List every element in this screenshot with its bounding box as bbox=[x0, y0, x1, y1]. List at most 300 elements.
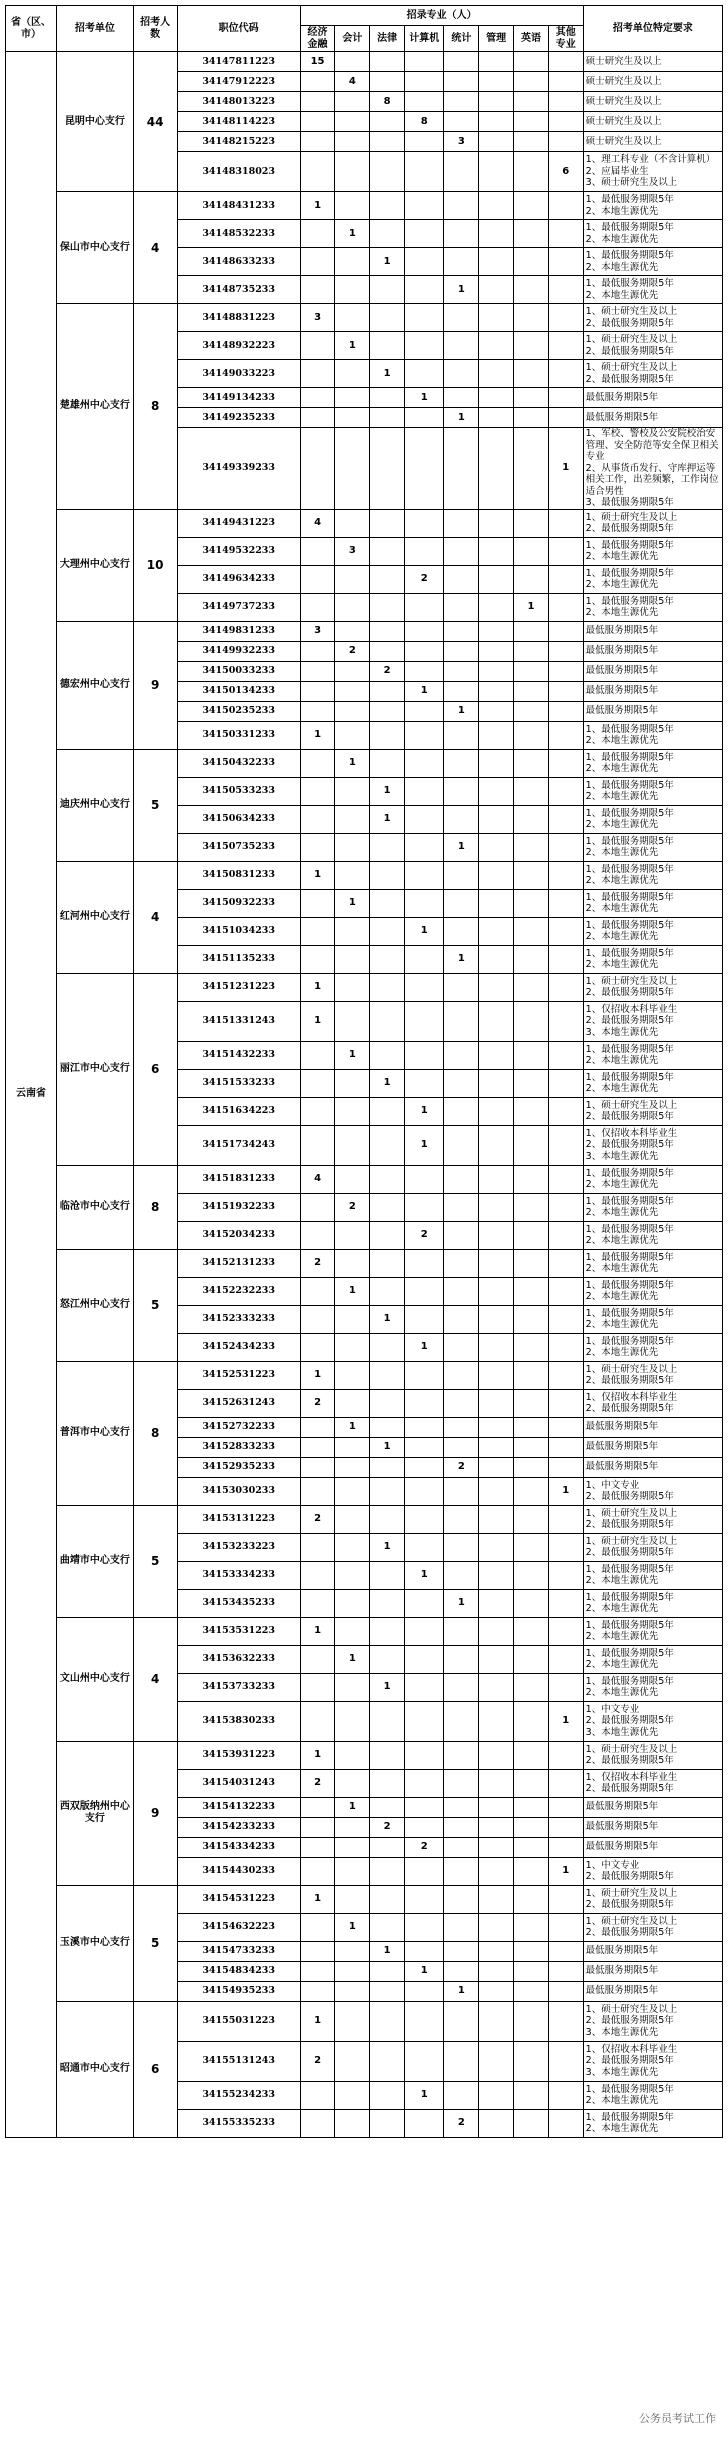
major-count bbox=[479, 1769, 514, 1797]
requirement-line: 1、硕士研究生及以上 bbox=[585, 975, 678, 987]
major-count bbox=[479, 1981, 514, 2001]
requirement-line: 2、本地生源优先 bbox=[585, 847, 659, 858]
requirement-line: 2、本地生源优先 bbox=[585, 1603, 659, 1614]
requirement-cell bbox=[583, 72, 722, 92]
major-count bbox=[514, 945, 549, 973]
major-count bbox=[300, 749, 335, 777]
major-count bbox=[548, 1001, 583, 1041]
major-count bbox=[370, 112, 405, 132]
major-count bbox=[335, 973, 370, 1001]
major-count bbox=[335, 1817, 370, 1837]
major-count bbox=[514, 248, 549, 276]
major-count bbox=[335, 1701, 370, 1741]
table-row bbox=[6, 1249, 723, 1277]
major-count bbox=[300, 1857, 335, 1885]
unit-cell: 西双版纳州中心支行 bbox=[57, 1741, 134, 1885]
major-count bbox=[479, 1589, 514, 1617]
major-count bbox=[479, 388, 514, 408]
major-count: 2 bbox=[300, 1769, 335, 1797]
position-code: 34149634233 bbox=[177, 565, 300, 593]
unit-cell: 昭通市中心支行 bbox=[57, 2001, 134, 2137]
major-count bbox=[405, 360, 444, 388]
major-count: 2 bbox=[405, 1221, 444, 1249]
major-count bbox=[300, 1097, 335, 1125]
position-code: 34154031243 bbox=[177, 1769, 300, 1797]
major-count bbox=[514, 973, 549, 1001]
position-code: 34152034233 bbox=[177, 1221, 300, 1249]
major-count bbox=[548, 749, 583, 777]
requirement-line: 2、本地生源优先 bbox=[585, 1319, 659, 1330]
major-count bbox=[548, 220, 583, 248]
requirement-cell bbox=[583, 1333, 722, 1361]
requirement-line: 1、最低服务期限5年 bbox=[585, 1195, 674, 1207]
requirement-line: 2、最低服务期限5年 bbox=[585, 373, 674, 385]
major-count bbox=[370, 1589, 405, 1617]
major-count bbox=[300, 1673, 335, 1701]
major-count bbox=[548, 1333, 583, 1361]
position-code: 34149339233 bbox=[177, 428, 300, 510]
position-code: 34150932233 bbox=[177, 889, 300, 917]
major-count bbox=[370, 1701, 405, 1741]
requirement-cell bbox=[583, 1249, 722, 1277]
major-count bbox=[444, 721, 479, 749]
position-code: 34148431233 bbox=[177, 192, 300, 220]
unit-cell: 楚雄州中心支行 bbox=[57, 304, 134, 510]
unit-cell: 迪庆州中心支行 bbox=[57, 749, 134, 861]
requirement-line: 2、最低服务期限5年 bbox=[585, 1111, 674, 1122]
requirement-line: 1、最低服务期限5年 bbox=[585, 723, 674, 735]
major-count bbox=[335, 248, 370, 276]
major-count bbox=[370, 1333, 405, 1361]
major-count bbox=[335, 565, 370, 593]
major-count: 6 bbox=[548, 152, 583, 192]
major-count bbox=[370, 428, 405, 510]
requirement-line: 1、中文专业 bbox=[585, 1703, 640, 1715]
requirement-cell bbox=[583, 973, 722, 1001]
requirement-cell bbox=[583, 1885, 722, 1913]
major-count bbox=[514, 681, 549, 701]
major-count bbox=[370, 152, 405, 192]
position-code: 34153435233 bbox=[177, 1589, 300, 1617]
major-count: 1 bbox=[514, 593, 549, 621]
major-count bbox=[335, 1097, 370, 1125]
major-count bbox=[405, 889, 444, 917]
requirement-cell bbox=[583, 220, 722, 248]
major-count bbox=[405, 1533, 444, 1561]
major-count bbox=[370, 917, 405, 945]
major-count bbox=[514, 72, 549, 92]
major-count: 1 bbox=[335, 749, 370, 777]
major-count bbox=[479, 332, 514, 360]
major-count bbox=[300, 248, 335, 276]
position-code: 34152935233 bbox=[177, 1457, 300, 1477]
major-count: 1 bbox=[444, 945, 479, 973]
position-code: 34153233223 bbox=[177, 1533, 300, 1561]
requirement-line: 1、仅招收本科毕业生 bbox=[585, 1771, 678, 1783]
major-count bbox=[548, 509, 583, 537]
major-count bbox=[514, 1477, 549, 1505]
major-count bbox=[300, 360, 335, 388]
requirement-line: 2、最低服务期限5年 bbox=[585, 1403, 674, 1414]
major-count bbox=[405, 248, 444, 276]
major-count bbox=[548, 408, 583, 428]
position-code: 34153131223 bbox=[177, 1505, 300, 1533]
major-count bbox=[444, 1193, 479, 1221]
unit-cell: 保山市中心支行 bbox=[57, 192, 134, 304]
major-count bbox=[479, 408, 514, 428]
major-count bbox=[479, 1193, 514, 1221]
major-count bbox=[370, 304, 405, 332]
header-unit: 招考单位 bbox=[57, 6, 134, 52]
major-count: 4 bbox=[300, 1165, 335, 1193]
major-count: 8 bbox=[405, 112, 444, 132]
requirement-line: 2、本地生源优先 bbox=[585, 875, 659, 886]
requirement-line: 1、仅招收本科毕业生 bbox=[585, 2043, 678, 2055]
requirement-line: 1、最低服务期限5年 bbox=[585, 1675, 674, 1687]
major-count bbox=[548, 537, 583, 565]
requirement-line: 最低服务期限5年 bbox=[585, 1965, 659, 1977]
requirement-line: 1、理工科专业（不含计算机） bbox=[585, 154, 716, 166]
requirement-cell bbox=[583, 1981, 722, 2001]
major-count bbox=[479, 192, 514, 220]
major-count bbox=[370, 1837, 405, 1857]
major-count bbox=[405, 220, 444, 248]
major-count bbox=[405, 1817, 444, 1837]
major-count bbox=[548, 1817, 583, 1837]
major-count bbox=[514, 1193, 549, 1221]
major-count bbox=[548, 1505, 583, 1533]
major-count bbox=[514, 1561, 549, 1589]
position-code: 34150831233 bbox=[177, 861, 300, 889]
major-count bbox=[548, 1221, 583, 1249]
major-count bbox=[479, 1069, 514, 1097]
major-count bbox=[548, 681, 583, 701]
position-code: 34153531223 bbox=[177, 1617, 300, 1645]
major-count bbox=[370, 1961, 405, 1981]
requirement-cell bbox=[583, 332, 722, 360]
major-count bbox=[335, 2109, 370, 2137]
major-count bbox=[444, 220, 479, 248]
major-count bbox=[405, 1857, 444, 1885]
major-count: 1 bbox=[300, 1361, 335, 1389]
major-count bbox=[479, 1305, 514, 1333]
requirement-line: 2、最低服务期限5年 bbox=[585, 345, 674, 357]
major-count: 1 bbox=[300, 2001, 335, 2041]
requirement-line: 1、最低服务期限5年 bbox=[585, 1043, 674, 1055]
major-count bbox=[548, 889, 583, 917]
requirement-cell bbox=[583, 861, 722, 889]
requirement-cell bbox=[583, 777, 722, 805]
major-count bbox=[444, 1741, 479, 1769]
major-count bbox=[300, 2081, 335, 2109]
major-count bbox=[300, 833, 335, 861]
major-count bbox=[514, 1221, 549, 1249]
requirement-line: 2、本地生源优先 bbox=[585, 1055, 659, 1066]
major-count bbox=[548, 332, 583, 360]
major-count bbox=[514, 1249, 549, 1277]
requirement-cell bbox=[583, 1437, 722, 1457]
requirement-cell bbox=[583, 1505, 722, 1533]
position-code: 34154233233 bbox=[177, 1817, 300, 1837]
position-code: 34147811223 bbox=[177, 52, 300, 72]
major-count bbox=[444, 1941, 479, 1961]
major-count bbox=[444, 749, 479, 777]
requirement-cell bbox=[583, 2109, 722, 2137]
major-count bbox=[548, 1417, 583, 1437]
major-count bbox=[405, 1457, 444, 1477]
major-count bbox=[335, 1561, 370, 1589]
major-count: 1 bbox=[444, 408, 479, 428]
major-count bbox=[405, 408, 444, 428]
major-count: 1 bbox=[370, 1533, 405, 1561]
major-count bbox=[444, 192, 479, 220]
requirement-line: 1、硕士研究生及以上 bbox=[585, 1507, 678, 1519]
major-count bbox=[405, 1505, 444, 1533]
total-cell: 4 bbox=[133, 192, 177, 304]
requirement-cell bbox=[583, 701, 722, 721]
major-count bbox=[548, 1305, 583, 1333]
major-count: 1 bbox=[300, 192, 335, 220]
table-row bbox=[6, 621, 723, 641]
requirement-line: 硕士研究生及以上 bbox=[585, 135, 662, 147]
requirement-line: 1、仅招收本科毕业生 bbox=[585, 1391, 678, 1403]
major-count bbox=[479, 132, 514, 152]
requirement-line: 1、最低服务期限5年 bbox=[585, 1251, 674, 1263]
major-count bbox=[444, 1277, 479, 1305]
major-count bbox=[405, 1277, 444, 1305]
major-count bbox=[479, 248, 514, 276]
requirement-line: 1、硕士研究生及以上 bbox=[585, 2003, 678, 2015]
major-count bbox=[444, 565, 479, 593]
major-count bbox=[514, 1361, 549, 1389]
major-count bbox=[335, 1361, 370, 1389]
requirement-line: 1、最低服务期限5年 bbox=[585, 835, 674, 847]
major-count: 1 bbox=[405, 1097, 444, 1125]
major-count bbox=[548, 1041, 583, 1069]
major-count bbox=[335, 1741, 370, 1769]
major-count bbox=[370, 945, 405, 973]
major-count bbox=[335, 192, 370, 220]
major-count bbox=[548, 777, 583, 805]
major-count bbox=[300, 332, 335, 360]
major-count: 1 bbox=[444, 1589, 479, 1617]
requirement-line: 1、最低服务期限5年 bbox=[585, 278, 674, 289]
major-count bbox=[335, 152, 370, 192]
header-major: 统计 bbox=[444, 26, 479, 52]
requirement-cell bbox=[583, 681, 722, 701]
requirement-cell bbox=[583, 304, 722, 332]
major-count bbox=[335, 1249, 370, 1277]
major-count bbox=[405, 1645, 444, 1673]
position-code: 34148633233 bbox=[177, 248, 300, 276]
major-count bbox=[548, 112, 583, 132]
major-count bbox=[335, 1961, 370, 1981]
position-code: 34150735233 bbox=[177, 833, 300, 861]
major-count bbox=[405, 428, 444, 510]
requirement-cell bbox=[583, 1817, 722, 1837]
requirement-line: 2、本地生源优先 bbox=[585, 1263, 659, 1274]
major-count: 1 bbox=[405, 1561, 444, 1589]
major-count bbox=[335, 917, 370, 945]
requirement-cell bbox=[583, 1913, 722, 1941]
major-count bbox=[444, 152, 479, 192]
major-count bbox=[548, 1249, 583, 1277]
major-count bbox=[370, 621, 405, 641]
major-count: 4 bbox=[300, 509, 335, 537]
major-count bbox=[335, 92, 370, 112]
requirement-cell bbox=[583, 360, 722, 388]
major-count bbox=[300, 1701, 335, 1741]
requirement-line: 1、硕士研究生及以上 bbox=[585, 334, 678, 345]
major-count bbox=[514, 1097, 549, 1125]
requirement-cell bbox=[583, 1941, 722, 1961]
major-count: 1 bbox=[335, 1913, 370, 1941]
major-count bbox=[335, 1505, 370, 1533]
requirement-line: 1、最低服务期限5年 bbox=[585, 1647, 674, 1659]
position-code: 34150235233 bbox=[177, 701, 300, 721]
major-count: 2 bbox=[370, 661, 405, 681]
requirement-cell bbox=[583, 509, 722, 537]
major-count bbox=[548, 92, 583, 112]
requirement-line: 2、本地生源优先 bbox=[585, 1347, 659, 1358]
major-count bbox=[514, 621, 549, 641]
major-count bbox=[514, 1617, 549, 1645]
major-count bbox=[405, 2041, 444, 2081]
major-count bbox=[300, 132, 335, 152]
major-count bbox=[370, 833, 405, 861]
requirement-line: 3、本地生源优先 bbox=[585, 2026, 659, 2038]
requirement-line: 2、最低服务期限5年 bbox=[585, 523, 674, 534]
major-count bbox=[548, 641, 583, 661]
requirement-line: 2、本地生源优先 bbox=[585, 205, 659, 217]
major-count bbox=[479, 1477, 514, 1505]
requirement-cell bbox=[583, 721, 722, 749]
major-count bbox=[479, 112, 514, 132]
major-count: 3 bbox=[335, 537, 370, 565]
major-count bbox=[300, 1981, 335, 2001]
major-count: 1 bbox=[548, 428, 583, 510]
major-count bbox=[444, 1041, 479, 1069]
major-count bbox=[444, 332, 479, 360]
major-count bbox=[335, 1125, 370, 1165]
requirement-cell bbox=[583, 1533, 722, 1561]
requirement-cell bbox=[583, 805, 722, 833]
requirement-cell bbox=[583, 152, 722, 192]
major-count bbox=[479, 52, 514, 72]
major-count bbox=[514, 509, 549, 537]
requirement-line: 1、最低服务期限5年 bbox=[585, 947, 674, 959]
position-code: 34148318023 bbox=[177, 152, 300, 192]
major-count bbox=[335, 1477, 370, 1505]
major-count bbox=[514, 1797, 549, 1817]
header-major: 经济金融 bbox=[300, 26, 335, 52]
major-count bbox=[370, 408, 405, 428]
table-row bbox=[6, 2001, 723, 2041]
major-count bbox=[405, 1305, 444, 1333]
major-count bbox=[514, 1001, 549, 1041]
major-count: 1 bbox=[370, 805, 405, 833]
requirement-line: 1、最低服务期限5年 bbox=[585, 1279, 674, 1291]
major-count bbox=[444, 805, 479, 833]
major-count bbox=[444, 2041, 479, 2081]
total-cell: 5 bbox=[133, 1249, 177, 1361]
requirement-line: 1、最低服务期限5年 bbox=[585, 2083, 674, 2095]
requirement-line: 1、中文专业 bbox=[585, 1479, 640, 1491]
major-count bbox=[335, 304, 370, 332]
requirement-cell bbox=[583, 1389, 722, 1417]
major-count bbox=[300, 805, 335, 833]
major-count bbox=[479, 565, 514, 593]
header-major: 会计 bbox=[335, 26, 370, 52]
total-cell: 44 bbox=[133, 52, 177, 192]
major-count bbox=[444, 861, 479, 889]
header-major: 法律 bbox=[370, 26, 405, 52]
major-count bbox=[444, 661, 479, 681]
major-count bbox=[335, 945, 370, 973]
position-code: 34150033233 bbox=[177, 661, 300, 681]
major-count bbox=[300, 1941, 335, 1961]
table-row bbox=[6, 1361, 723, 1389]
major-count bbox=[335, 1457, 370, 1477]
major-count bbox=[514, 721, 549, 749]
position-code: 34154531223 bbox=[177, 1885, 300, 1913]
major-count: 1 bbox=[405, 681, 444, 701]
major-count bbox=[444, 621, 479, 641]
unit-cell: 临沧市中心支行 bbox=[57, 1165, 134, 1249]
major-count bbox=[300, 276, 335, 304]
major-count bbox=[335, 1069, 370, 1097]
major-count bbox=[514, 1533, 549, 1561]
requirement-line: 2、本地生源优先 bbox=[585, 261, 659, 273]
major-count bbox=[405, 2109, 444, 2137]
major-count bbox=[548, 1533, 583, 1561]
major-count bbox=[370, 72, 405, 92]
table-row bbox=[6, 1617, 723, 1645]
requirement-cell bbox=[583, 1769, 722, 1797]
major-count bbox=[548, 621, 583, 641]
major-count bbox=[514, 833, 549, 861]
major-count: 2 bbox=[370, 1817, 405, 1837]
major-count bbox=[300, 152, 335, 192]
major-count bbox=[370, 1477, 405, 1505]
major-count bbox=[548, 1193, 583, 1221]
unit-cell: 丽江市中心支行 bbox=[57, 973, 134, 1165]
requirement-line: 2、最低服务期限5年 bbox=[585, 1715, 674, 1727]
requirement-cell bbox=[583, 889, 722, 917]
major-count: 1 bbox=[370, 360, 405, 388]
major-count bbox=[335, 1617, 370, 1645]
major-count bbox=[479, 833, 514, 861]
position-code: 34149134233 bbox=[177, 388, 300, 408]
requirement-cell bbox=[583, 1797, 722, 1817]
major-count bbox=[479, 1505, 514, 1533]
requirement-line: 3、硕士研究生及以上 bbox=[585, 177, 678, 189]
requirement-line: 最低服务期限5年 bbox=[585, 1821, 659, 1833]
major-count: 1 bbox=[444, 1981, 479, 2001]
major-count bbox=[514, 1041, 549, 1069]
major-count bbox=[444, 1333, 479, 1361]
major-count bbox=[479, 1941, 514, 1961]
requirement-cell bbox=[583, 1673, 722, 1701]
major-count bbox=[479, 1221, 514, 1249]
requirement-line: 1、最低服务期限5年 bbox=[585, 1563, 674, 1575]
major-count bbox=[370, 1885, 405, 1913]
major-count bbox=[548, 1389, 583, 1417]
major-count bbox=[548, 1673, 583, 1701]
major-count bbox=[444, 889, 479, 917]
requirement-line: 1、最低服务期限5年 bbox=[585, 1071, 674, 1083]
major-count bbox=[405, 537, 444, 565]
